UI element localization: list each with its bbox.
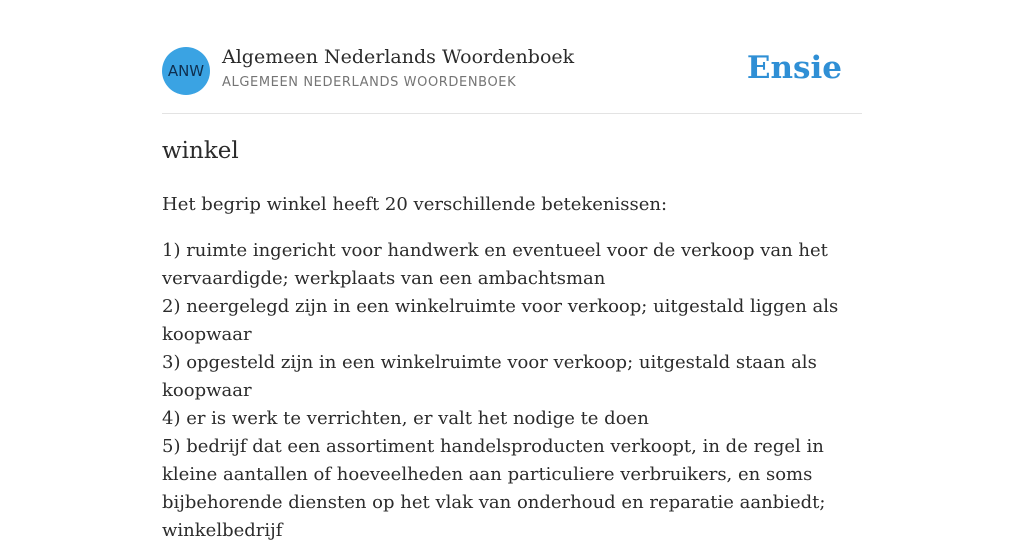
meaning-item: 2) neergelegd zijn in een winkelruimte voor verkoop; uitgestald liggen als koopwaar: [162, 296, 839, 345]
site-header: [162, 46, 862, 96]
meanings-list: [162, 237, 852, 545]
logo-text: ANW: [167, 62, 205, 80]
site-subtitle: ALGEMEEN NEDERLANDS WOORDENBOEK: [222, 75, 517, 90]
entry-intro: Het begrip winkel heeft 20 verschillende betekenissen:: [162, 194, 668, 215]
meaning-item: 5) bedrijf dat een assortiment handelsproducten verkoopt, in de regel in kleine aantallen of hoeveelheden aan particuliere verbruikers, en soms bijbehorende diensten op het vlak van onderhoud en reparatie aanbiedt; winkelbedrijf: [162, 436, 826, 541]
entry-word-title: winkel: [162, 138, 239, 164]
anw-logo[interactable]: [162, 47, 210, 95]
ensie-brand-link[interactable]: Ensie: [746, 50, 842, 86]
site-title[interactable]: Algemeen Nederlands Woordenboek: [222, 46, 575, 68]
meaning-item: 1) ruimte ingericht voor handwerk en eventueel voor de verkoop van het vervaardigde; werkplaats van een ambachtsman: [162, 240, 828, 289]
anw-logo-icon: [162, 47, 210, 95]
header-divider: [162, 113, 862, 114]
page: [162, 0, 862, 541]
meaning-item: 4) er is werk te verrichten, er valt het nodige te doen: [162, 408, 649, 429]
meaning-item: 3) opgesteld zijn in een winkelruimte voor verkoop; uitgestald staan als koopwaar: [162, 352, 817, 401]
